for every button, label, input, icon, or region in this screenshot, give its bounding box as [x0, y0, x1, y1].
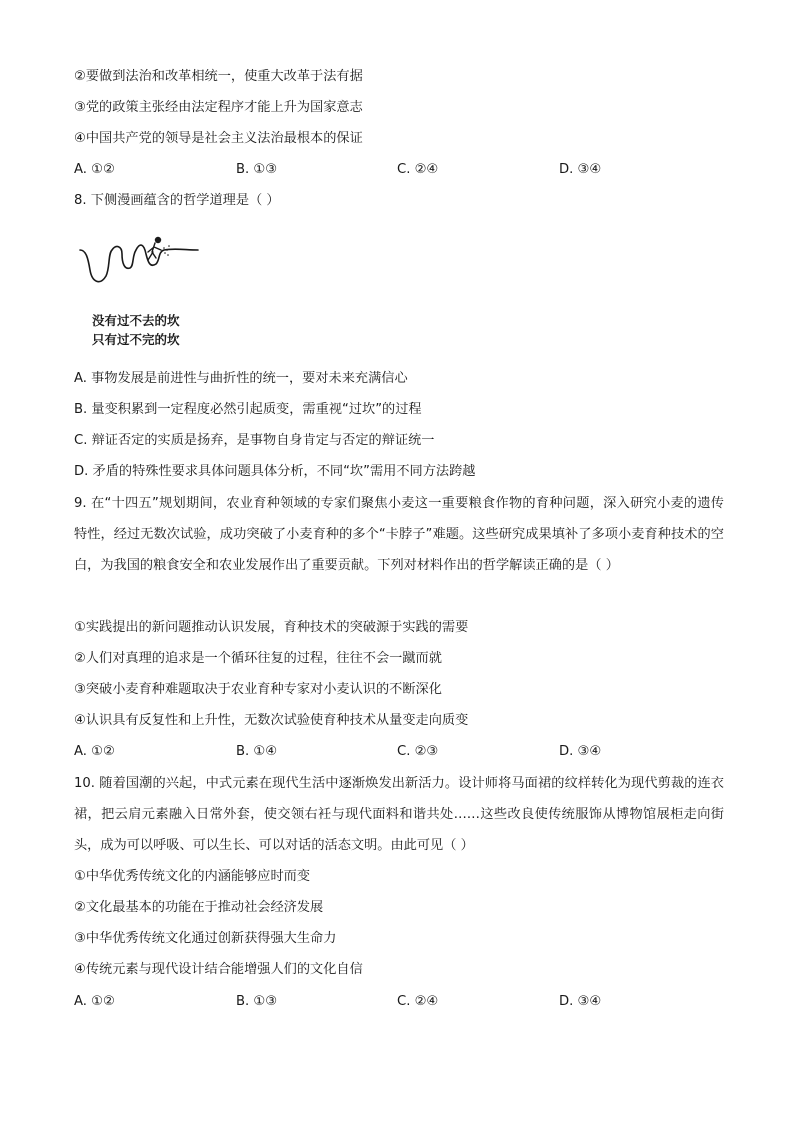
q8-stem: 8. 下侧漫画蕴含的哲学道理是（ ） — [74, 193, 280, 208]
q10-option-b[interactable]: B. ①③ — [236, 994, 278, 1009]
q10-statement-1: ①中华优秀传统文化的内涵能够应时而变 — [74, 869, 311, 884]
cartoon-caption-2: 只有过不完的坎 — [92, 332, 180, 347]
q10-stem: 10. 随着国潮的兴起，中式元素在现代生活中逐渐焕发出新活力。设计师将马面裙的纹样转化为现代剪裁的连衣裙，把云肩元素融入日常外套，使交领右衽与现代面料和谐共处……这些改良使传统服饰从博物馆展柜走向街头，成为可以呼吸、可以生长、可以对话的活态文明。由此可见（ ） — [74, 776, 724, 853]
q8-option-b[interactable]: B. 量变积累到一定程度必然引起质变，需重视“过坎”的过程 — [74, 402, 422, 417]
q9-statement-4: ④认识具有反复性和上升性，无数次试验使育种技术从量变走向质变 — [74, 713, 469, 728]
cartoon-caption-1: 没有过不去的坎 — [92, 313, 180, 328]
q10-option-c[interactable]: C. ②④ — [397, 994, 439, 1009]
q7-statement-4: ④中国共产党的领导是社会主义法治最根本的保证 — [74, 131, 363, 146]
q7-option-a[interactable]: A. ①② — [74, 162, 115, 177]
q7-option-c[interactable]: C. ②④ — [397, 162, 439, 177]
q10-option-a[interactable]: A. ①② — [74, 994, 115, 1009]
q9-statement-1: ①实践提出的新问题推动认识发展，育种技术的突破源于实践的需要 — [74, 620, 469, 635]
q9-option-c[interactable]: C. ②③ — [397, 744, 439, 759]
q9-option-b[interactable]: B. ①④ — [236, 744, 278, 759]
q10-options — [74, 993, 734, 1011]
q9-statement-2: ②人们对真理的追求是一个循环往复的过程，往往不会一蹴而就 — [74, 651, 442, 666]
q10-statement-2: ②文化最基本的功能在于推动社会经济发展 — [74, 900, 324, 915]
q7-statement-3: ③党的政策主张经由法定程序才能上升为国家意志 — [74, 100, 363, 115]
q7-option-b[interactable]: B. ①③ — [236, 162, 278, 177]
q7-statement-2: ②要做到法治和改革相统一，使重大改革于法有据 — [74, 69, 363, 84]
q9-stem: 9. 在“十四五”规划期间，农业育种领域的专家们聚焦小麦这一重要粮食作物的育种问题，深入研究小麦的遗传特性，经过无数次试验，成功突破了小麦育种的多个“卡脖子”难题。这些研究成果填补了多项小麦育种技术的空白，为我国的粮食安全和农业发展作出了重要贡献。下列对材料作出的哲学解读正确的是（ ） — [74, 496, 724, 573]
q10-option-d[interactable]: D. ③④ — [559, 994, 602, 1009]
q9-options — [74, 743, 734, 761]
q8-option-a[interactable]: A. 事物发展是前进性与曲折性的统一，要对未来充满信心 — [74, 371, 408, 386]
q8-option-c[interactable]: C. 辩证否定的实质是扬弃，是事物自身肯定与否定的辩证统一 — [74, 433, 435, 448]
q8-option-d[interactable]: D. 矛盾的特殊性要求具体问题具体分析，不同“坎”需用不同方法跨越 — [74, 464, 476, 479]
q7-options — [74, 161, 734, 179]
q9-statement-3: ③突破小麦育种难题取决于农业育种专家对小麦认识的不断深化 — [74, 682, 442, 697]
q10-statement-3: ③中华优秀传统文化通过创新获得强大生命力 — [74, 931, 337, 946]
q10-statement-4: ④传统元素与现代设计结合能增强人们的文化自信 — [74, 962, 363, 977]
q9-option-d[interactable]: D. ③④ — [559, 744, 602, 759]
q9-option-a[interactable]: A. ①② — [74, 744, 115, 759]
q7-option-d[interactable]: D. ③④ — [559, 162, 602, 177]
